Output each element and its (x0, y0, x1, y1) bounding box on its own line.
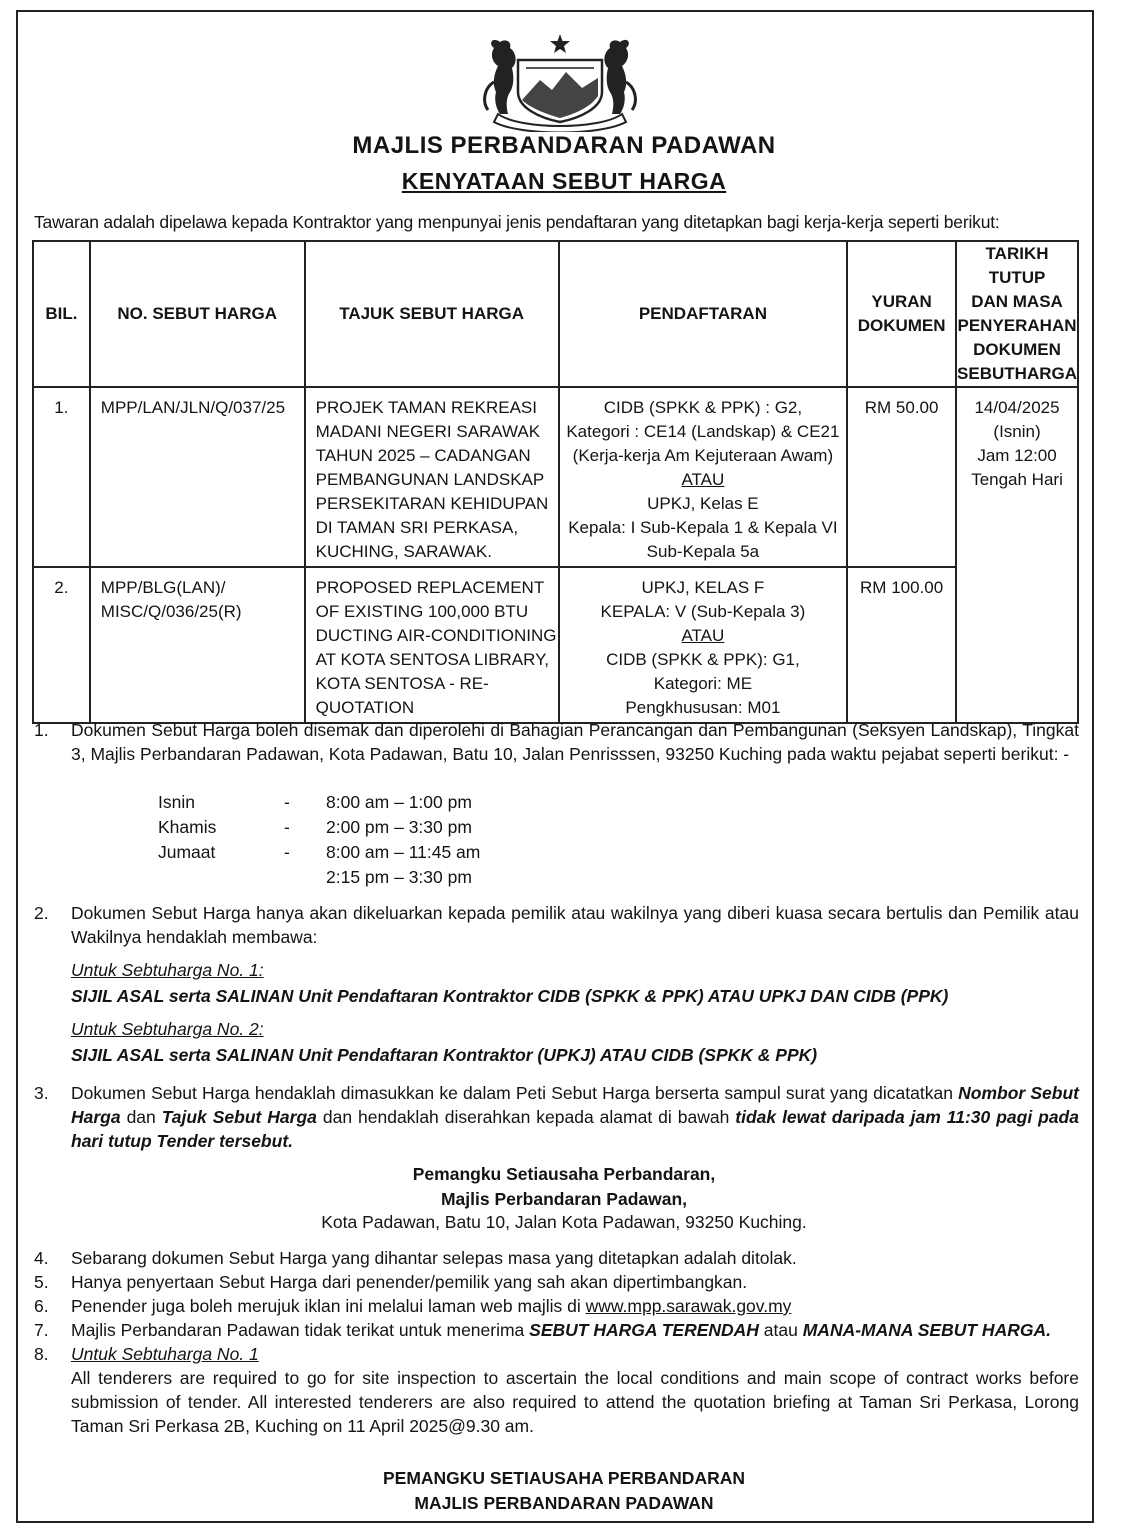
col-header-bil: BIL. (33, 241, 90, 387)
quotation-table (32, 240, 1079, 724)
page-subtitle: KENYATAAN SEBUT HARGA (401, 168, 727, 194)
cell-tajuk (305, 567, 559, 723)
cell-line: MISC/Q/036/25(R) (100, 602, 242, 621)
cell-line: (Kerja-kerja Am Kejuteraan Awam) (572, 446, 834, 465)
note-label: Untuk Sebtuharga No. 1 (71, 1344, 259, 1364)
note-emphasis: SEBUT HARGA TERENDAH (529, 1320, 759, 1340)
schedule-time: 2:00 pm – 3:30 pm (326, 817, 472, 837)
note-text: All tenderers are required to go for site inspection to ascertain the local conditions and main scope of contract works before submission of tender. All interested tenderers are also required to attend the quotation briefing at Taman Sri Perkasa, Lorong Taman Sri Perkasa 2B, Kuching on 11 April 2025@9.30 am. (71, 1368, 1079, 1436)
schedule-dash: - (284, 842, 290, 862)
table-row (33, 567, 1078, 723)
cell-line: PROPOSED REPLACEMENT (315, 578, 545, 597)
cell-line: 14/04/2025 (974, 398, 1060, 417)
schedule-time: 8:00 am – 1:00 pm (326, 792, 472, 812)
cell-line: KEPALA: V (Sub-Kepala 3) (600, 602, 806, 621)
page-title: MAJLIS PERBANDARAN PADAWAN (352, 132, 776, 159)
note-number: 3. (34, 1083, 49, 1103)
sub-label: Untuk Sebtuharga No. 1: (71, 960, 264, 980)
cell-line: PEMBANGUNAN LANDSKAP (315, 470, 545, 489)
note-emphasis: Tajuk Sebut Harga (161, 1107, 317, 1127)
schedule-dash: - (284, 792, 290, 812)
sub-text: SIJIL ASAL serta SALINAN Unit Pendaftaran Kontraktor (UPKJ) ATAU CIDB (SPKK & PPK) (71, 1045, 818, 1065)
cell-line: TAHUN 2025 – CADANGAN (315, 446, 531, 465)
address-line-2: Majlis Perbandaran Padawan, (440, 1189, 688, 1209)
cell-no (90, 567, 305, 723)
sub-text: SIJIL ASAL serta SALINAN Unit Pendaftaran Kontraktor CIDB (SPKK & PPK) ATAU UPKJ DAN CIDB (PPK) (71, 986, 949, 1006)
cell-line: Tengah Hari (971, 470, 1063, 489)
cell-line: Sub-Kepala 5a (646, 542, 760, 561)
cell-pendaftaran (559, 387, 848, 567)
cell-line: CIDB (SPKK & PPK): G1, (606, 650, 800, 669)
cell-line: PROJEK TAMAN REKREASI (315, 398, 537, 417)
note-text-run: Penender juga boleh merujuk iklan ini melalui laman web majlis di (71, 1296, 586, 1316)
cell-line: Jam 12:00 (977, 446, 1057, 465)
note-number: 8. (34, 1344, 49, 1364)
cell-line-atau: ATAU (681, 626, 725, 645)
cell-line: CIDB (SPKK & PPK) : G2, (603, 398, 803, 417)
cell-line: Pengkhususan: M01 (625, 698, 781, 717)
schedule-day: Isnin (158, 792, 195, 812)
note-text (71, 1081, 1079, 1153)
sub-label: Untuk Sebtuharga No. 2: (71, 1019, 264, 1039)
cell-line: KOTA SENTOSA - RE- (315, 674, 489, 693)
cell-no: MPP/LAN/JLN/Q/037/25 (90, 387, 305, 567)
col-header-tajuk: TAJUK SEBUT HARGA (305, 241, 559, 387)
cell-tarikh (956, 387, 1078, 723)
footer-line-2: MAJLIS PERBANDARAN PADAWAN (414, 1493, 714, 1513)
website-link[interactable]: www.mpp.sarawak.gov.my (585, 1296, 792, 1316)
note-number: 7. (34, 1320, 49, 1340)
cell-line: Kepala: I Sub-Kepala 1 & Kepala VI (568, 518, 838, 537)
col-header-tarikh-line: DOKUMEN (973, 340, 1061, 359)
mpp-coat-of-arms-icon (470, 22, 650, 132)
col-header-tarikh-line: PENYERAHAN (957, 316, 1077, 335)
cell-pendaftaran (559, 567, 848, 723)
note-number: 5. (34, 1272, 49, 1292)
cell-line: MPP/BLG(LAN)/ (100, 578, 226, 597)
intro-text: Tawaran adalah dipelawa kepada Kontraktor yang menpunyai jenis pendaftaran yang ditetapkan bagi kerja-kerja seperti berikut: (34, 212, 1000, 232)
note-text: Sebarang dokumen Sebut Harga yang dihantar selepas masa yang ditetapkan adalah ditolak. (71, 1248, 797, 1268)
note-text-run: dan (120, 1107, 162, 1127)
col-header-no: NO. SEBUT HARGA (90, 241, 305, 387)
cell-tajuk (305, 387, 559, 567)
cell-line: UPKJ, KELAS F (641, 578, 765, 597)
note-text-run: atau (758, 1320, 803, 1340)
cell-line: KUCHING, SARAWAK. (315, 542, 492, 561)
note-text: Dokumen Sebut Harga boleh disemak dan diperolehi di Bahagian Perancangan dan Pembangunan (Seksyen Landskap), Tingkat 3, Majlis Perbandaran Padawan, Kota Padawan, Batu 10, Jalan Penrisssen, 93250 Kuching pada waktu pejabat seperti berikut: - (71, 720, 1079, 764)
note-text: Hanya penyertaan Sebut Harga dari penender/pemilik yang sah akan dipertimbangkan. (71, 1272, 748, 1292)
schedule-day: Jumaat (158, 842, 216, 862)
note-text-run: Dokumen Sebut Harga hendaklah dimasukkan ke dalam Peti Sebut Harga berserta sampul surat yang dicatatkan (71, 1083, 959, 1103)
note-text-run: dan hendaklah diserahkan kepada alamat di bawah (316, 1107, 736, 1127)
note-number: 1. (34, 720, 49, 740)
table-row (33, 387, 1078, 567)
cell-line: DUCTING AIR-CONDITIONING (315, 626, 557, 645)
cell-line: UPKJ, Kelas E (647, 494, 759, 513)
col-header-tarikh-line: DAN MASA (971, 292, 1063, 311)
note-number: 4. (34, 1248, 49, 1268)
note-emphasis: Nombor Sebut Harga (71, 1083, 1079, 1127)
col-header-tarikh-line: SEBUTHARGA (957, 364, 1077, 383)
note-text (71, 1294, 1079, 1318)
note-number: 2. (34, 903, 49, 923)
cell-line: PERSEKITARAN KEHIDUPAN (315, 494, 549, 513)
cell-line: MADANI NEGERI SARAWAK (315, 422, 541, 441)
note-emphasis: tidak lewat daripada jam 11:30 pagi pada hari tutup Tender tersebut. (71, 1107, 1079, 1151)
cell-line: DI TAMAN SRI PERKASA, (315, 518, 519, 537)
footer-line-1: PEMANGKU SETIAUSAHA PERBANDARAN (382, 1468, 745, 1488)
cell-yuran: RM 100.00 (847, 567, 956, 723)
col-header-yuran (847, 241, 956, 387)
cell-line: QUOTATION (315, 698, 415, 717)
schedule-time: 2:15 pm – 3:30 pm (326, 867, 472, 887)
schedule-time: 8:00 am – 11:45 am (326, 842, 481, 862)
col-header-yuran-line: DOKUMEN (857, 316, 946, 335)
note-text: Dokumen Sebut Harga hanya akan dikeluarkan kepada pemilik atau wakilnya yang diberi kuasa secara bertulis dan Pemilik atau Wakilnya hendaklah membawa: (71, 903, 1079, 947)
col-header-pendaftaran: PENDAFTARAN (559, 241, 848, 387)
cell-line: (Isnin) (993, 422, 1041, 441)
cell-bil: 2. (33, 567, 90, 723)
note-emphasis: MANA-MANA SEBUT HARGA. (802, 1320, 1051, 1340)
schedule-day: Khamis (158, 817, 217, 837)
address-line-3: Kota Padawan, Batu 10, Jalan Kota Padawan, 93250 Kuching. (321, 1212, 807, 1232)
address-line-1: Pemangku Setiausaha Perbandaran, (412, 1164, 716, 1184)
cell-bil: 1. (33, 387, 90, 567)
cell-line: AT KOTA SENTOSA LIBRARY, (315, 650, 549, 669)
note-text-run: Majlis Perbandaran Padawan tidak terikat untuk menerima (71, 1320, 530, 1340)
col-header-tarikh (956, 241, 1078, 387)
cell-line: Kategori : CE14 (Landskap) & CE21 (566, 422, 840, 441)
cell-line: Kategori: ME (653, 674, 753, 693)
schedule-dash: - (284, 817, 290, 837)
note-text (71, 1318, 1079, 1342)
cell-yuran: RM 50.00 (847, 387, 956, 567)
col-header-yuran-line: YURAN (871, 292, 932, 311)
cell-line: OF EXISTING 100,000 BTU (315, 602, 529, 621)
table-header-row (33, 241, 1078, 387)
col-header-tarikh-line: TARIKH TUTUP (985, 244, 1049, 287)
note-number: 6. (34, 1296, 49, 1316)
cell-line-atau: ATAU (681, 470, 725, 489)
